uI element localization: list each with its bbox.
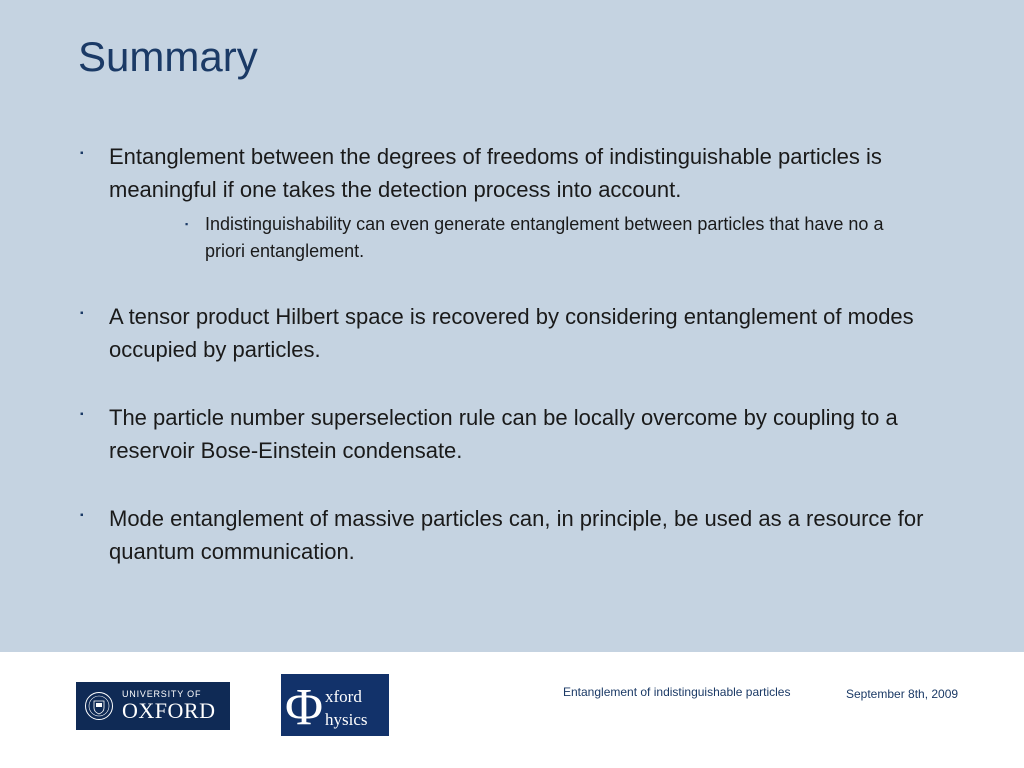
- slide-title: Summary: [78, 33, 258, 80]
- oxford-physics-logo: [281, 674, 389, 736]
- oxford-logo-line2: OXFORD: [122, 698, 216, 723]
- sub-bullet-text: Indistinguishability can even generate entanglement between particles that have no a priori entanglement.: [205, 214, 884, 261]
- bullet-text: The particle number superselection rule can be locally overcome by coupling to a reservoir Bose-Einstein condensate.: [109, 405, 898, 463]
- square-bullet-icon: ▪: [185, 219, 189, 229]
- slide-footer: [0, 652, 1024, 768]
- bullet-item: [78, 502, 948, 568]
- square-bullet-icon: ▪: [80, 148, 84, 159]
- phi-symbol: Φ: [285, 679, 324, 736]
- bullet-item: [78, 401, 948, 467]
- bullet-item: [78, 140, 948, 265]
- bullet-text: A tensor product Hilbert space is recovered by considering entanglement of modes occupied by particles.: [109, 304, 914, 362]
- presentation-title: Entanglement of indistinguishable particles: [563, 685, 791, 699]
- university-of-oxford-logo: [76, 682, 230, 730]
- oxford-crest-icon: [84, 691, 114, 721]
- physics-logo-line2: hysics: [325, 710, 368, 729]
- physics-logo-line1: xford: [325, 687, 362, 706]
- sub-bullet-item: [185, 211, 925, 265]
- presentation-date: September 8th, 2009: [846, 687, 959, 701]
- square-bullet-icon: ▪: [80, 510, 84, 521]
- bullet-text: Mode entanglement of massive particles can, in principle, be used as a resource for quantum communication.: [109, 506, 924, 564]
- bullet-item: [78, 300, 948, 366]
- oxford-logo-line1: UNIVERSITY OF: [122, 689, 202, 699]
- bullet-list: [78, 140, 948, 568]
- square-bullet-icon: ▪: [80, 308, 84, 319]
- bullet-text: Entanglement between the degrees of freedoms of indistinguishable particles is meaningful if one takes the detection process into account.: [109, 144, 882, 202]
- square-bullet-icon: ▪: [80, 409, 84, 420]
- sub-bullet-list: [109, 211, 948, 265]
